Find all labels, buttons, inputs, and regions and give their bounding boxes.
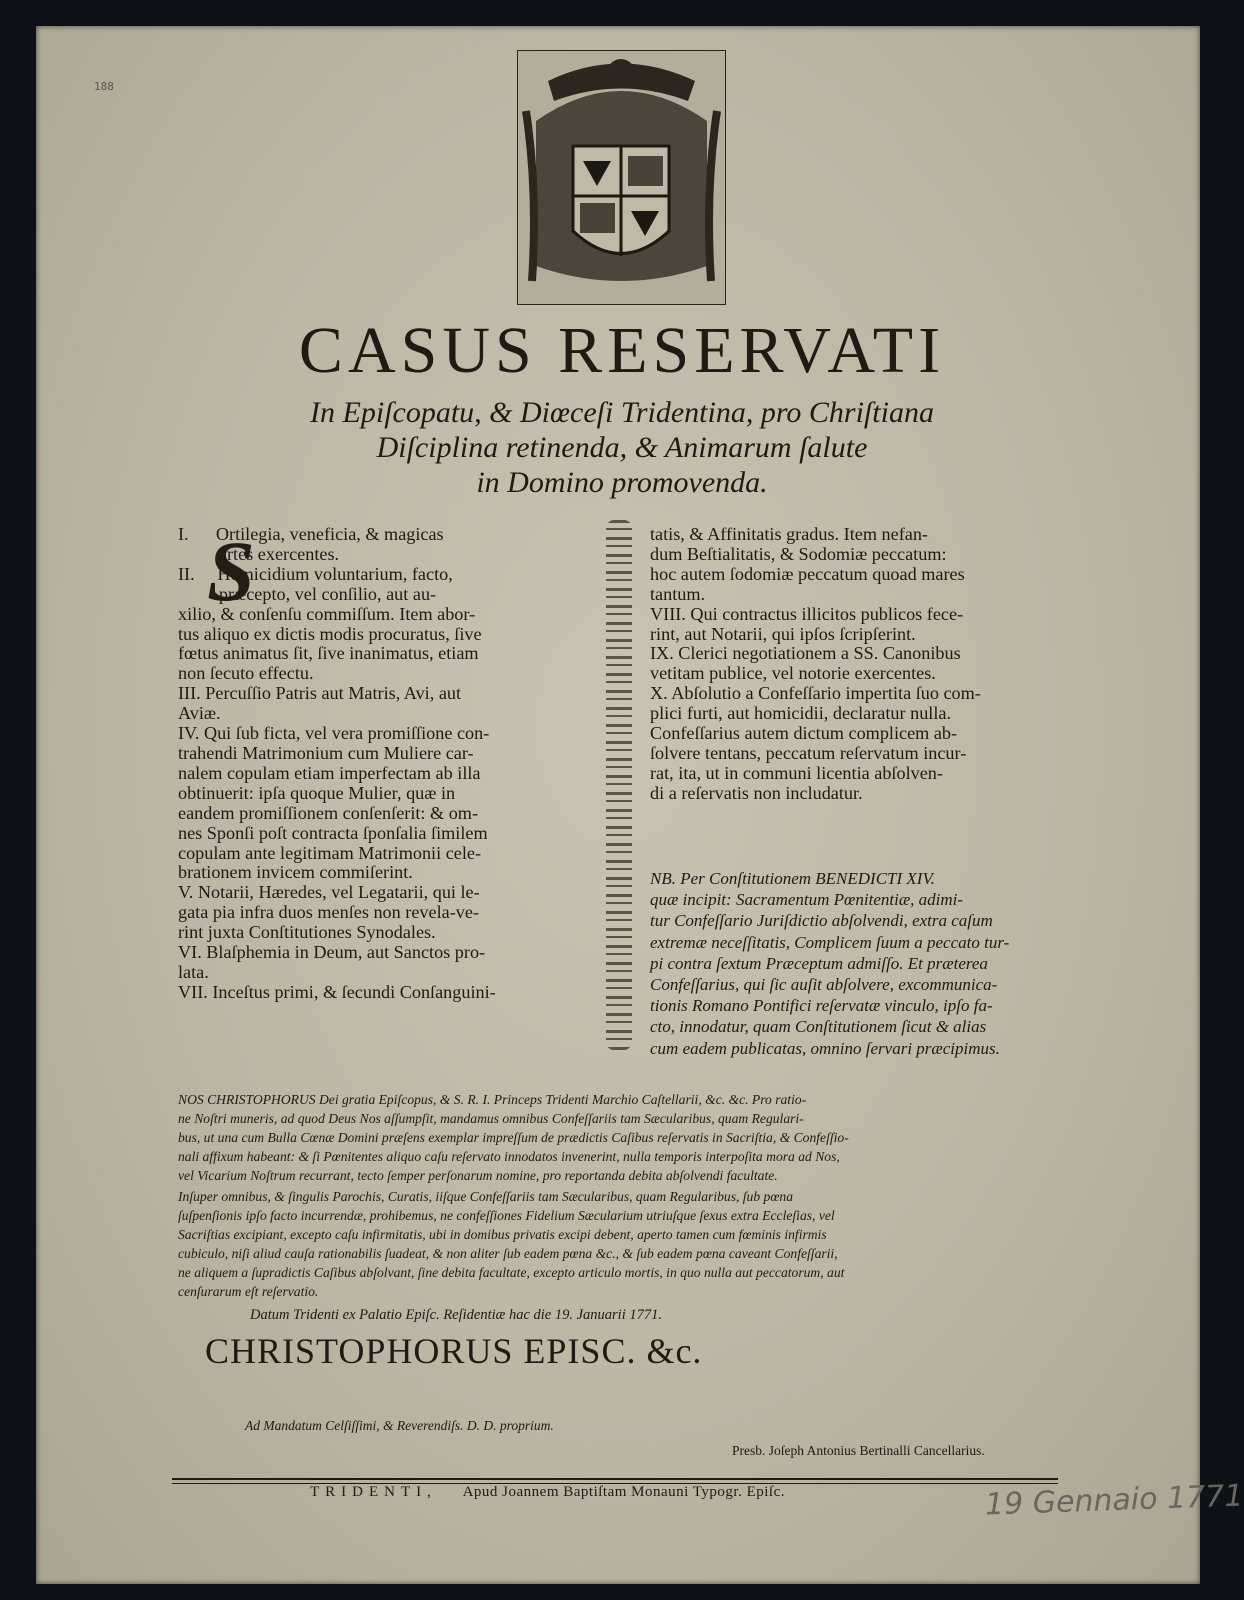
text-line: cenſurarum eſt reſervatio. [178,1284,319,1299]
text-line: ſolvere tentans, peccatum reſervatum incur- [650,742,967,763]
text-line: V. Notarii, Hæredes, vel Legatarii, qui le- [178,882,480,903]
text-line: VI. Blaſphemia in Deum, aut Sanctos pro- [178,942,486,963]
text-line: tus aliquo ex dictis modis procuratus, ſive [178,623,482,644]
text-line: non ſecuto effectu. [178,663,314,684]
text-line: nalem copulam etiam imperfectam ab illa [178,762,481,783]
text-line: cubiculo, niſi aliud cauſa rationabilis ſuadeat, & non aliter ſub eadem pœna &c., & ſub eadem pœna caveant Confeſſarii, [178,1246,838,1261]
text-line: tatis, & Affinitatis gradus. Item nefan- [650,524,928,544]
decree-paragraph-1 [178,1090,1054,1185]
text-line: di a reſervatis non includatur. [650,782,863,803]
text-line: dum Beſtialitatis, & Sodomiæ peccatum: [650,543,947,564]
left-column [178,525,580,1003]
text-line: vel Vicarium Noſtrum recurrant, tecto ſemper perſonarum nomine, pro reportanda debita abſolvendi facultate. [178,1168,778,1183]
text-line: Inſuper omnibus, & ſingulis Parochis, Curatis, iiſque Confeſſariis tam Sæcularibus, quam Regularibus, ſub pœna [178,1189,794,1204]
text-line: Sacriſtias excipiant, excepto caſu infirmitatis, ubi in domibus privatis excipi debent, aperto tamen cum fœminis infirmis [178,1227,827,1242]
subtitle-line: In Epiſcopatu, & Diœceſi Tridentina, pro Chriſtiana [310,396,934,429]
text-line: bus, ut una cum Bulla Cœnæ Domini præſens exemplar impreſſum de prædictis Caſibus reſervatis in Sacriſtia, & Confeſſio- [178,1130,849,1145]
text-line: quæ incipit: Sacramentum Pœnitentiæ, adimi- [650,890,964,910]
text-line: eandem promiſſionem conſenſerit: & om- [178,802,479,823]
text-line: cum eadem publicatas, omnino ſervari præcipimus. [650,1038,1000,1058]
pencil-date-note: 19 Gennaio 1771 [984,1478,1244,1523]
text-line: nes Sponſi poſt contracta ſponſalia ſimilem [178,822,488,843]
imprint-city: TRIDENTI, [310,1484,437,1500]
text-line: VIII. Qui contractus illicitos publicos fece- [650,603,964,624]
subtitle-line: Diſciplina retinenda, & Animarum ſalute [376,431,868,464]
text-line: artes exercentes. [178,543,340,564]
text-line: xilio, & conſenſu commiſſum. Item abor- [178,603,476,624]
nb-paragraph [650,868,1050,1059]
imprint [310,1484,785,1501]
text-line: lata. [178,961,209,982]
chancellor-line: Presb. Joſeph Antonius Bertinalli Cancellarius. [732,1443,985,1458]
text-line: copulam ante legitimam Matrimonii cele- [178,842,482,863]
text-line: II. Homicidium voluntarium, facto, [178,563,453,584]
text-line: hoc autem ſodomiæ peccatum quoad mares [650,563,965,584]
text-line: brationem invicem commiſerint. [178,862,413,883]
text-line: IX. Clerici negotiationem a SS. Canonibus [650,643,961,664]
text-line: VII. Inceſtus primi, & ſecundi Conſanguini- [178,981,496,1002]
text-line: gata pia infra duos menſes non revela-ve- [178,902,479,923]
text-line: præcepto, vel conſilio, aut au- [178,583,437,604]
right-column [650,525,1050,804]
text-line: plici furti, aut homicidii, declaratur nulla. [650,703,952,724]
signature: CHRISTOPHORUS EPISC. &c. [205,1331,703,1371]
text-line: obtinuerit: ipſa quoque Mulier, quæ in [178,782,456,803]
text-line: NB. Per Conſtitutionem BENEDICTI XIV. [650,869,935,888]
text-line: tionis Romano Pontifici reſervatæ vinculo, ipſo fa- [650,996,993,1016]
divider-rule [172,1478,1058,1480]
text-line: Confeſſarius autem dictum complicem ab- [650,723,958,744]
imprint-printer: Apud Joannem Baptiſtam Monauni Typogr. Epiſc. [462,1484,785,1500]
text-line: ne Noſtri muneris, ad quod Deus Nos aſſumpſit, mandamus omnibus Confeſſariis tam Sæcularibus, quam Regulari- [178,1111,804,1126]
date-line: Datum Tridenti ex Palatio Epiſc. Reſidentiæ hac die 19. Januarii 1771. [250,1307,662,1323]
text-line: fœtus animatus ſit, ſive inanimatus, etiam [178,643,479,664]
text-line: rat, ita, ut in communi licentia abſolven- [650,762,943,783]
column-ornament [606,520,632,1050]
archive-mark: 188 [94,80,114,93]
drop-cap: S [207,523,255,619]
text-line: III. Percuſſio Patris aut Matris, Avi, aut [178,683,462,704]
text-line: IV. Qui ſub ficta, vel vera promiſſione con- [178,723,490,744]
text-line: trahendi Matrimonium cum Muliere car- [178,742,474,763]
page-title: CASUS RESERVATI [298,314,946,387]
text-line: NOS CHRISTOPHORUS Dei gratia Epiſcopus, & S. R. I. Princeps Tridenti Marchio Caſtellarii, &c. &c. Pro ratio- [178,1092,807,1107]
subtitle-line: in Domino promovenda. [476,466,768,499]
coat-of-arms-image [517,50,726,305]
text-line: pi contra ſextum Præceptum admiſſo. Et præterea [650,953,988,973]
text-line: tur Confeſſario Juriſdictio abſolvendi, extra caſum [650,911,993,931]
text-line: rint juxta Conſtitutiones Synodales. [178,922,436,943]
text-line: ſuſpenſionis ipſo facto incurrendæ, prohibemus, ne confeſſiones Fidelium Sæcularium utriuſque ſexus extra Eccleſias, vel [178,1208,835,1223]
text-line: Confeſſarius, qui ſic auſit abſolvere, excommunica- [650,975,998,995]
mandate-line: Ad Mandatum Celſiſſimi, & Reverendiſs. D. D. proprium. [245,1418,554,1433]
text-line: ne aliquem a ſupradictis Caſibus abſolvant, ſine debita facultate, excepto articulo mortis, in quo nulla aut peccatorum, aut [178,1265,845,1280]
text-line: nali affixum habeant: & ſi Pœnitentes aliquo caſu reſervato innodatos invenerint, nulla temporis interpoſita mora ad Nos, [178,1149,840,1164]
text-line: extremæ neceſſitatis, Complicem ſuum a peccato tur- [650,932,1010,952]
text-line: I. Ortilegia, veneficia, & magicas [178,524,444,544]
text-line: X. Abſolutio a Confeſſario impertita ſuo com- [650,683,981,704]
text-line: tantum. [650,583,706,604]
text-line: rint, aut Notarii, qui ipſos ſcripſerint. [650,623,916,644]
text-line: vetitam publice, vel notorie exercentes. [650,663,936,684]
text-line: Aviæ. [178,703,221,724]
text-line: cto, innodatur, quam Conſtitutionem ſicut & alias [650,1017,987,1037]
decree-paragraph-2 [178,1187,1054,1301]
